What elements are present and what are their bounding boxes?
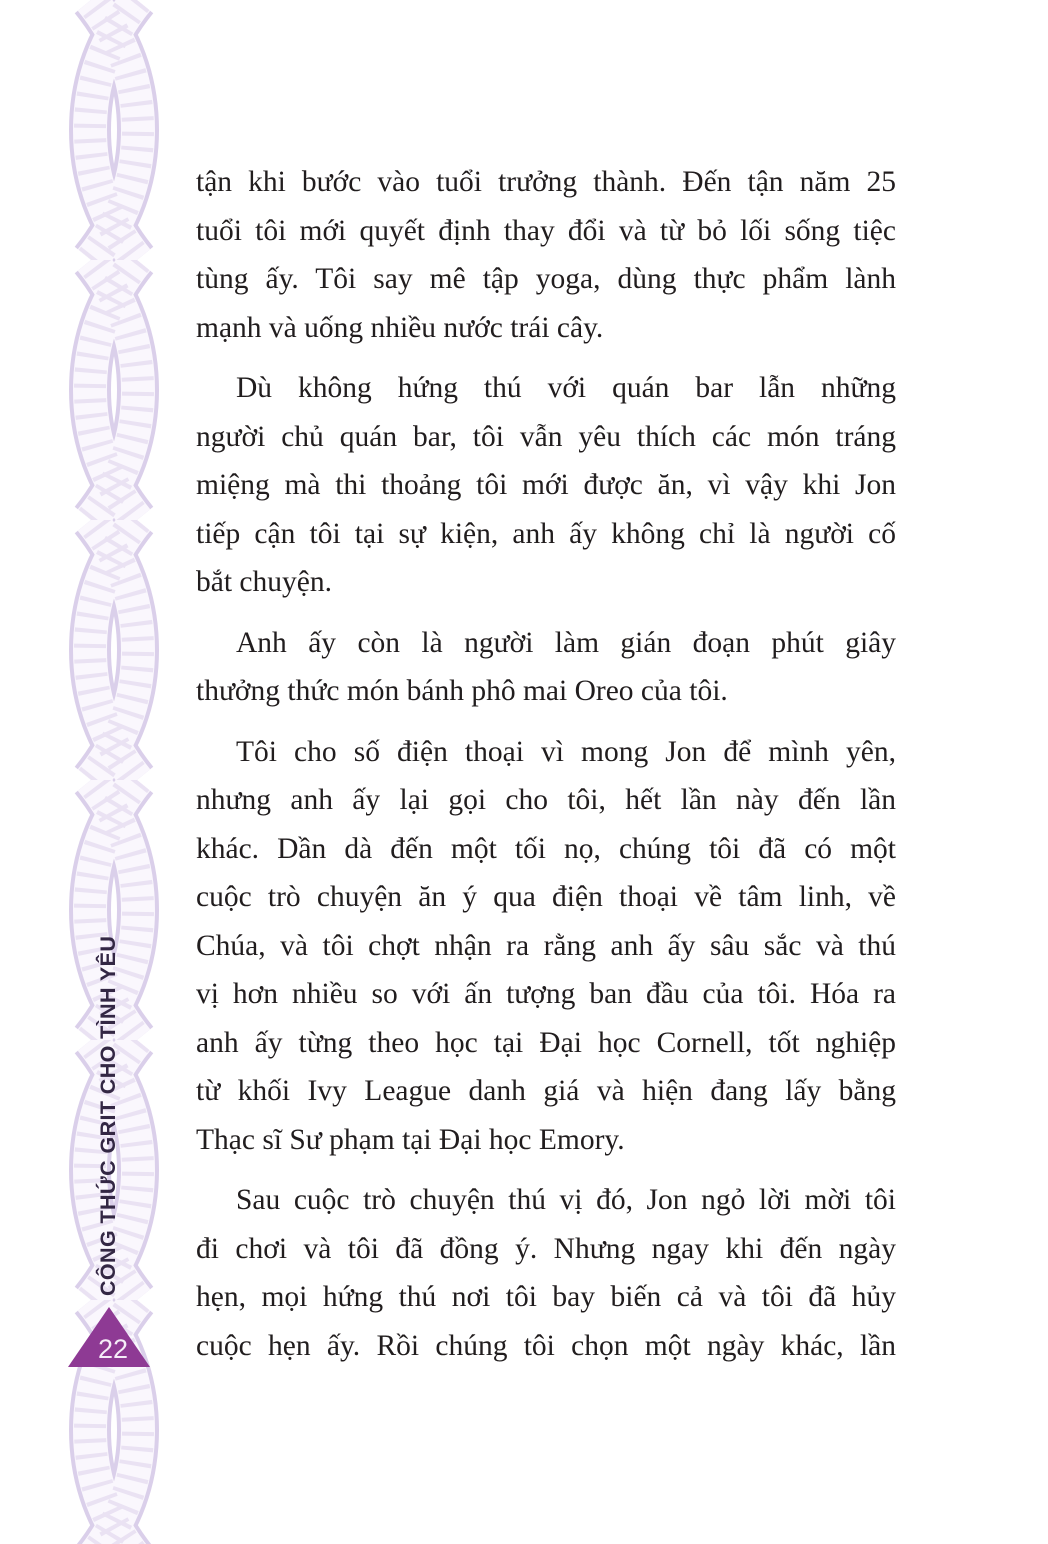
- text-line: thưởng thức món bánh phô mai Oreo của tôi.: [196, 675, 728, 707]
- text-line: tuổi tôi mới quyết định thay đổi và từ bỏ lối sống tiệc: [196, 214, 896, 247]
- body-text-column: [196, 158, 896, 1370]
- text-line: tiếp cận tôi tại sự kiện, anh ấy không chỉ là người cố: [196, 517, 896, 550]
- text-line: Dù không hứng thú với quán bar lẫn những: [236, 372, 896, 404]
- text-line: cuộc trò chuyện ăn ý qua điện thoại về tâm linh, về: [196, 881, 896, 913]
- paragraph-2: [196, 364, 896, 607]
- text-line: khác. Dần dà đến một tối nọ, chúng tôi đã có một: [196, 832, 896, 865]
- text-line: người chủ quán bar, tôi vẫn yêu thích các món tráng: [196, 420, 896, 453]
- paragraph-1: [196, 158, 896, 352]
- text-line: đi chơi và tôi đã đồng ý. Nhưng ngay khi đến ngày: [196, 1232, 896, 1265]
- page-number: 22: [97, 1334, 129, 1364]
- text-line: mạnh và uống nhiều nước trái cây.: [196, 311, 604, 344]
- text-line: Sau cuộc trò chuyện thú vị đó, Jon ngỏ lời mời tôi: [236, 1184, 896, 1216]
- text-line: anh ấy từng theo học tại Đại học Cornell, tốt nghiệp: [196, 1026, 896, 1059]
- vertical-book-title: CÔNG THỨC GRIT CHO TÌNH YÊU: [96, 935, 120, 1296]
- text-line: tận khi bước vào tuổi trưởng thành. Đến tận năm 25: [196, 166, 896, 198]
- text-line: Chúa, và tôi chợt nhận ra rằng anh ấy sâu sắc và thú: [196, 929, 896, 962]
- text-line: từ khối Ivy League danh giá và hiện đang lấy bằng: [196, 1075, 896, 1107]
- paragraph-3: [196, 619, 896, 716]
- text-line: vị hơn nhiều so với ấn tượng ban đầu của tôi. Hóa ra: [196, 978, 896, 1010]
- text-line: tùng ấy. Tôi say mê tập yoga, dùng thực phẩm lành: [196, 263, 896, 295]
- text-line: nhưng anh ấy lại gọi cho tôi, hết lần này đến lần: [196, 784, 896, 816]
- paragraph-5: [196, 1176, 896, 1370]
- text-line: bắt chuyện.: [196, 566, 332, 598]
- text-line: cuộc hẹn ấy. Rồi chúng tôi chọn một ngày khác, lần: [196, 1329, 896, 1362]
- text-line: miệng mà thi thoảng tôi mới được ăn, vì vậy khi Jon: [196, 469, 896, 501]
- text-line: Thạc sĩ Sư phạm tại Đại học Emory.: [196, 1123, 625, 1156]
- text-line: Anh ấy còn là người làm gián đoạn phút giây: [236, 626, 896, 659]
- text-line: Tôi cho số điện thoại vì mong Jon để mình yên,: [236, 735, 896, 768]
- text-line: hẹn, mọi hứng thú nơi tôi bay biến cả và tôi đã hủy: [196, 1281, 896, 1313]
- paragraph-4: [196, 728, 896, 1165]
